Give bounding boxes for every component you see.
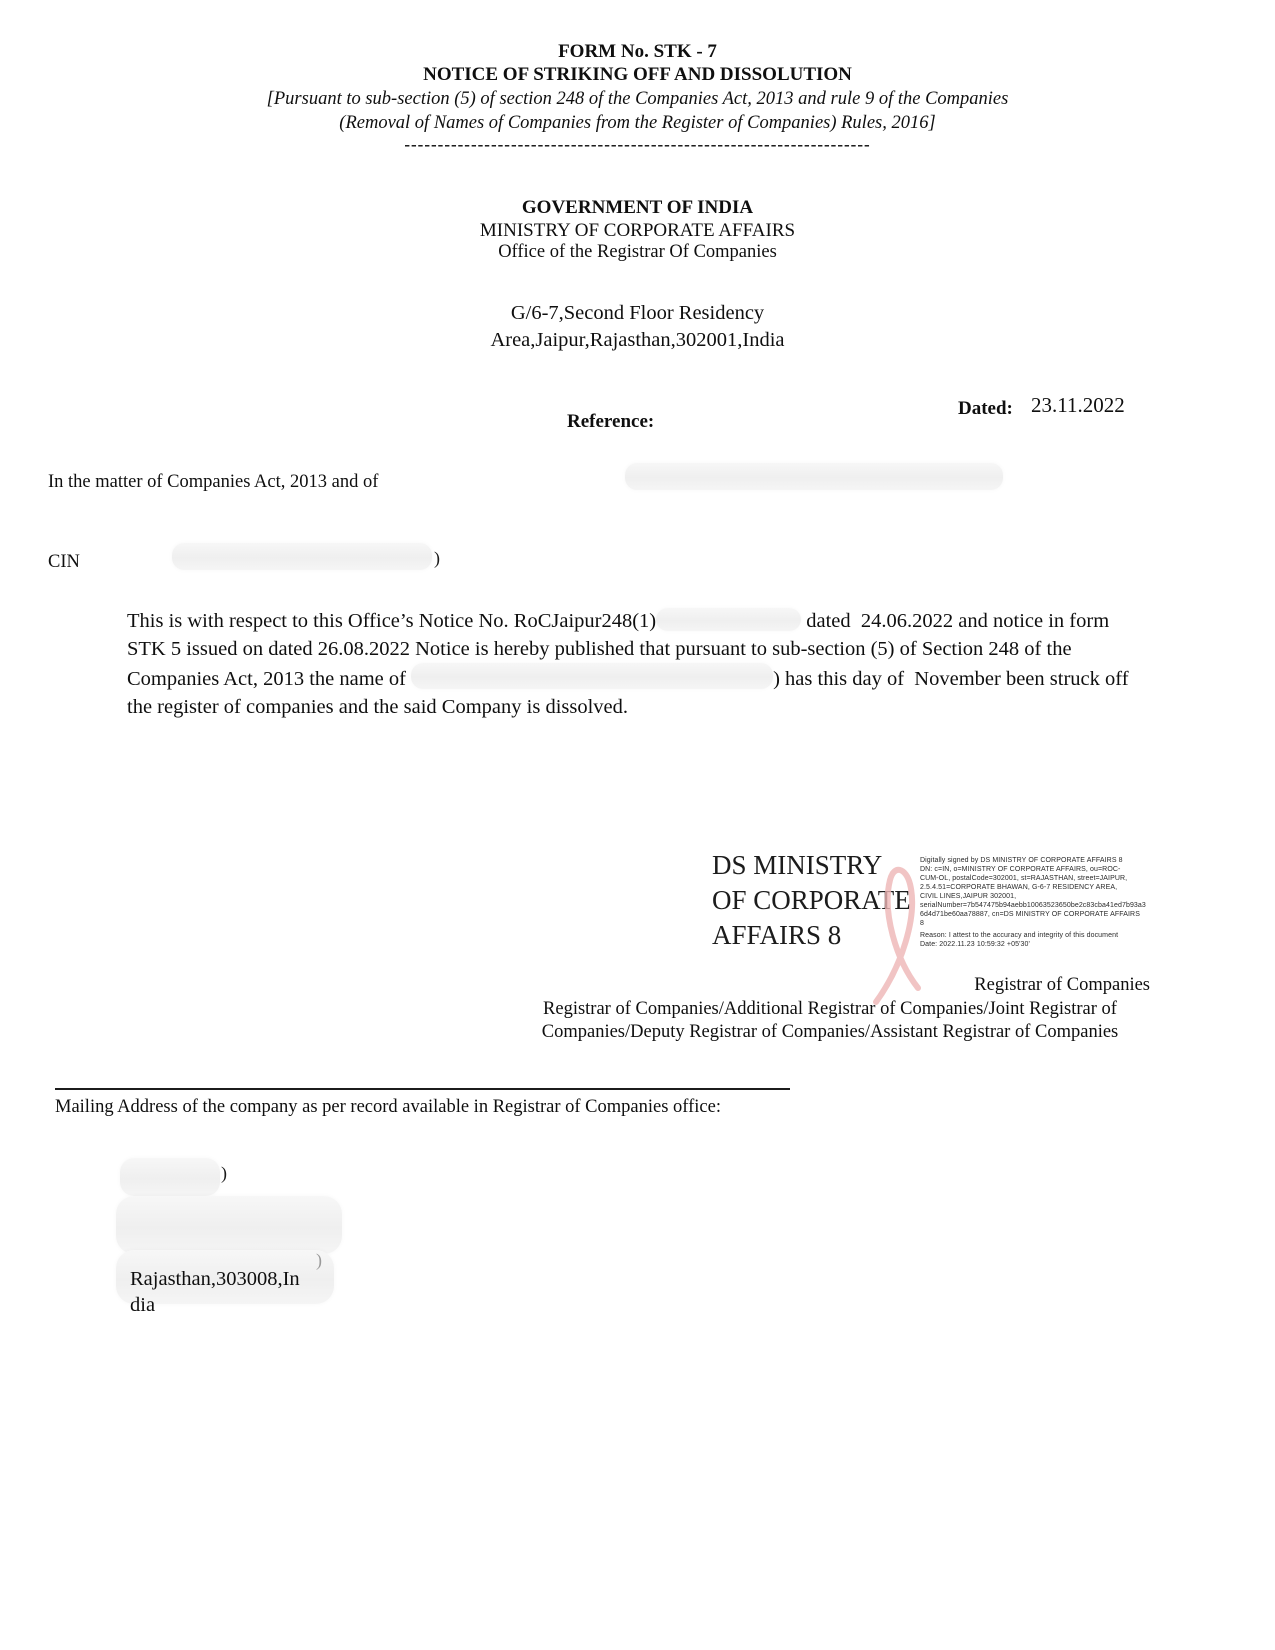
ministry-line: MINISTRY OF CORPORATE AFFAIRS	[479, 220, 796, 241]
redaction-blob-company-name	[625, 463, 1003, 490]
mailing-address-visible-text	[130, 1266, 370, 1318]
cert-reason-line: Reason: I attest to the accuracy and integrity of this document	[920, 932, 1119, 939]
cert-date-line: Date: 2022.11.23 10:59:32 +05'30'	[920, 941, 1030, 948]
header-dashed-divider: ----------------------------------------------------------------------	[404, 135, 871, 154]
dated-label: Dated:	[958, 398, 1013, 419]
cert-line: 8	[920, 920, 924, 927]
cert-line: CUM-OL, postalCode=302001, st=RAJASTHAN, street=JAIPUR,	[920, 875, 1128, 882]
body-text-part-2: dated 24.06.2022 and notice in form STK 5 issued on dated 26.08.2022 Notice is hereby published that pursuant to sub-section (5) of Section 248 of the Companies Act, 2013 the name of	[127, 610, 1115, 690]
dated-value: 23.11.2022	[1031, 393, 1125, 417]
in-the-matter-text: In the matter of Companies Act, 2013 and of	[48, 472, 379, 492]
registrar-designations-line-1: Registrar of Companies/Additional Registrar of Companies/Joint Registrar of	[543, 999, 1117, 1019]
registrar-office-line: Office of the Registrar Of Companies	[498, 242, 777, 262]
mailing-address-heading: Mailing Address of the company as per record available in Registrar of Companies office:	[55, 1097, 721, 1117]
cert-line: serialNumber=7b547475b94aebb10063523650be2c83cba41ed7b93a3	[920, 902, 1146, 909]
cert-line: 2.5.4.51=CORPORATE BHAWAN, G-6-7 RESIDENCY AREA,	[920, 884, 1118, 891]
registrar-designations-line-2: Companies/Deputy Registrar of Companies/Assistant Registrar of Companies	[541, 1022, 1119, 1042]
mailing-visible-line-2: dia	[130, 1294, 156, 1316]
reference-label: Reference:	[567, 411, 655, 432]
redaction-blob-notice-number	[656, 608, 801, 631]
form-number-heading: FORM No. STK - 7	[558, 41, 717, 62]
mailing-visible-line-1: Rajasthan,303008,In	[130, 1268, 300, 1290]
mailing-redaction-paren-top: )	[221, 1163, 227, 1183]
redaction-blob-company-name-inline	[411, 663, 773, 689]
ds-name-line-1: DS MINISTRY	[712, 850, 883, 880]
cert-line: CIVIL LINES,JAIPUR 302001,	[920, 893, 1017, 900]
body-text-part-3: ) has this day of November been struck off the register of companies and the said Company is dissolved.	[127, 668, 1134, 718]
cert-line: Digitally signed by DS MINISTRY OF CORPORATE AFFAIRS 8	[920, 857, 1123, 864]
signature-certificate-details	[920, 856, 1146, 949]
ds-name-line-2: OF CORPORATE	[712, 885, 911, 915]
cin-redaction-trailing-paren: )	[434, 548, 440, 568]
registrar-of-companies-line: Registrar of Companies	[974, 975, 1150, 995]
office-address-line-2: Area,Jaipur,Rajasthan,302001,India	[490, 329, 785, 351]
office-address-line-1: G/6-7,Second Floor Residency	[510, 302, 765, 324]
mailing-section-divider	[55, 1088, 790, 1090]
notice-title: NOTICE OF STRIKING OFF AND DISSOLUTION	[423, 64, 852, 85]
government-of-india-line: GOVERNMENT OF INDIA	[521, 197, 754, 218]
cin-label: CIN	[48, 552, 80, 572]
ds-name-line-3: AFFAIRS 8	[712, 920, 842, 950]
pursuant-line-2: (Removal of Names of Companies from the Register of Companies) Rules, 2016]	[339, 113, 936, 133]
body-text-part-1: This is with respect to this Office’s Notice No. RoCJaipur248(1)	[127, 610, 657, 632]
redaction-blob-cin	[172, 543, 432, 570]
cert-line: 6d4d71be60aa78887, cn=DS MINISTRY OF CORPORATE AFFAIRS	[920, 911, 1140, 918]
redaction-blob-mailing-2	[116, 1196, 342, 1254]
cert-line: DN: c=IN, o=MINISTRY OF CORPORATE AFFAIRS, ou=ROC-	[920, 866, 1121, 873]
pursuant-line-1: [Pursuant to sub-section (5) of section 248 of the Companies Act, 2013 and rule 9 of the Companies	[266, 89, 1009, 109]
mailing-redaction-paren-bottom: )	[316, 1250, 322, 1270]
notice-body-paragraph	[127, 608, 1149, 721]
redaction-blob-mailing-1	[120, 1158, 220, 1196]
